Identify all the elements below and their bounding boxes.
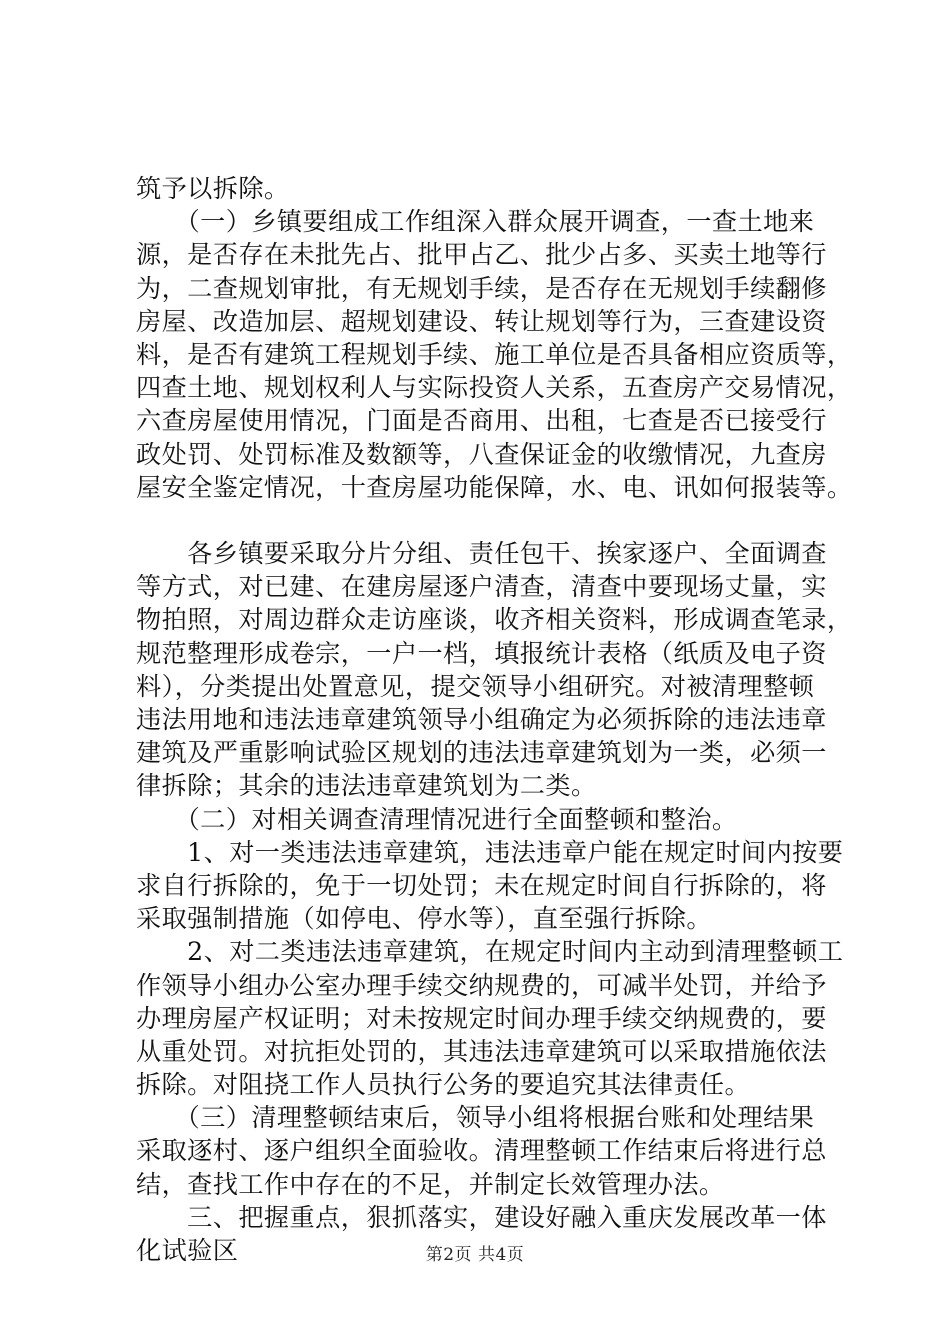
- text-line: 从重处罚。对抗拒处罚的，其违法违章建筑可以采取措施依法: [136, 1036, 827, 1066]
- text-line: 作领导小组办公室办理手续交纳规费的，可减半处罚，并给予: [136, 970, 827, 1000]
- text-line: 四查土地、规划权利人与实际投资人关系，五查房产交易情况，: [136, 373, 853, 403]
- text-line: 结，查找工作中存在的不足，并制定长效管理办法。: [136, 1169, 725, 1199]
- paragraph-group-rectification: [136, 537, 853, 1267]
- text-line: 料，是否有建筑工程规划手续、施工单位是否具备相应资质等，: [136, 339, 853, 369]
- text-line: 拆除。对阻挠工作人员执行公务的要追究其法律责任。: [136, 1070, 751, 1100]
- text-line: 料），分类提出处置意见，提交领导小组研究。对被清理整顿: [136, 671, 815, 701]
- text-line: 办理房屋产权证明；对未按规定时间办理手续交纳规费的，要: [136, 1003, 827, 1033]
- text-line: 房屋、改造加层、超规划建设、转让规划等行为，三查建设资: [136, 306, 827, 336]
- text-line: 1、对一类违法违章建筑，违法违章户能在规定时间内按要: [136, 837, 844, 867]
- text-line: 求自行拆除的，免于一切处罚；未在规定时间自行拆除的，将: [136, 870, 827, 900]
- text-line: 建筑及严重影响试验区规划的违法违章建筑划为一类，必须一: [136, 738, 827, 768]
- text-line: 等方式，对已建、在建房屋逐户清查，清查中要现场丈量，实: [136, 572, 827, 602]
- text-line: （一）乡镇要组成工作组深入群众展开调查，一查土地来: [136, 207, 815, 237]
- page-number-footer: 第2页 共4页: [425, 1245, 525, 1265]
- text-line: 三、把握重点，狠抓落实，建设好融入重庆发展改革一体: [136, 1202, 827, 1232]
- text-line: 律拆除；其余的违法违章建筑划为二类。: [136, 771, 597, 801]
- text-line: 物拍照，对周边群众走访座谈，收齐相关资料，形成调查笔录，: [136, 605, 853, 635]
- text-line: 采取逐村、逐户组织全面验收。清理整顿工作结束后将进行总: [136, 1136, 827, 1166]
- text-line: （二）对相关调查清理情况进行全面整顿和整治。: [136, 804, 738, 834]
- text-line: 六查房屋使用情况，门面是否商用、出租，七查是否已接受行: [136, 406, 827, 436]
- text-line: 屋安全鉴定情况，十查房屋功能保障，水、电、讯如何报装等。: [136, 472, 853, 502]
- text-line: 为，二查规划审批，有无规划手续，是否存在无规划手续翻修: [136, 273, 827, 303]
- text-line: 违法用地和违法违章建筑领导小组确定为必须拆除的违法违章: [136, 705, 827, 734]
- document-body: [136, 172, 853, 1267]
- text-line: 采取强制措施（如停电、停水等），直至强行拆除。: [136, 904, 712, 934]
- text-line: 源，是否存在未批先占、批甲占乙、批少占多、买卖土地等行: [136, 240, 827, 270]
- paragraph-gap: [136, 504, 816, 537]
- text-line: 化试验区: [136, 1236, 239, 1265]
- text-line: 各乡镇要采取分片分组、责任包干、挨家逐户、全面调查: [136, 539, 827, 569]
- text-line: 筑予以拆除。: [136, 174, 290, 203]
- text-line: （三）清理整顿结束后，领导小组将根据台账和处理结果: [136, 1103, 815, 1133]
- text-line: 规范整理形成卷宗，一户一档，填报统计表格（纸质及电子资: [136, 638, 827, 668]
- text-line: 2、对二类违法违章建筑，在规定时间内主动到清理整顿工: [136, 937, 844, 967]
- text-line: 政处罚、处罚标准及数额等，八查保证金的收缴情况，九查房: [136, 439, 827, 469]
- paragraph-group-investigation: [136, 172, 853, 504]
